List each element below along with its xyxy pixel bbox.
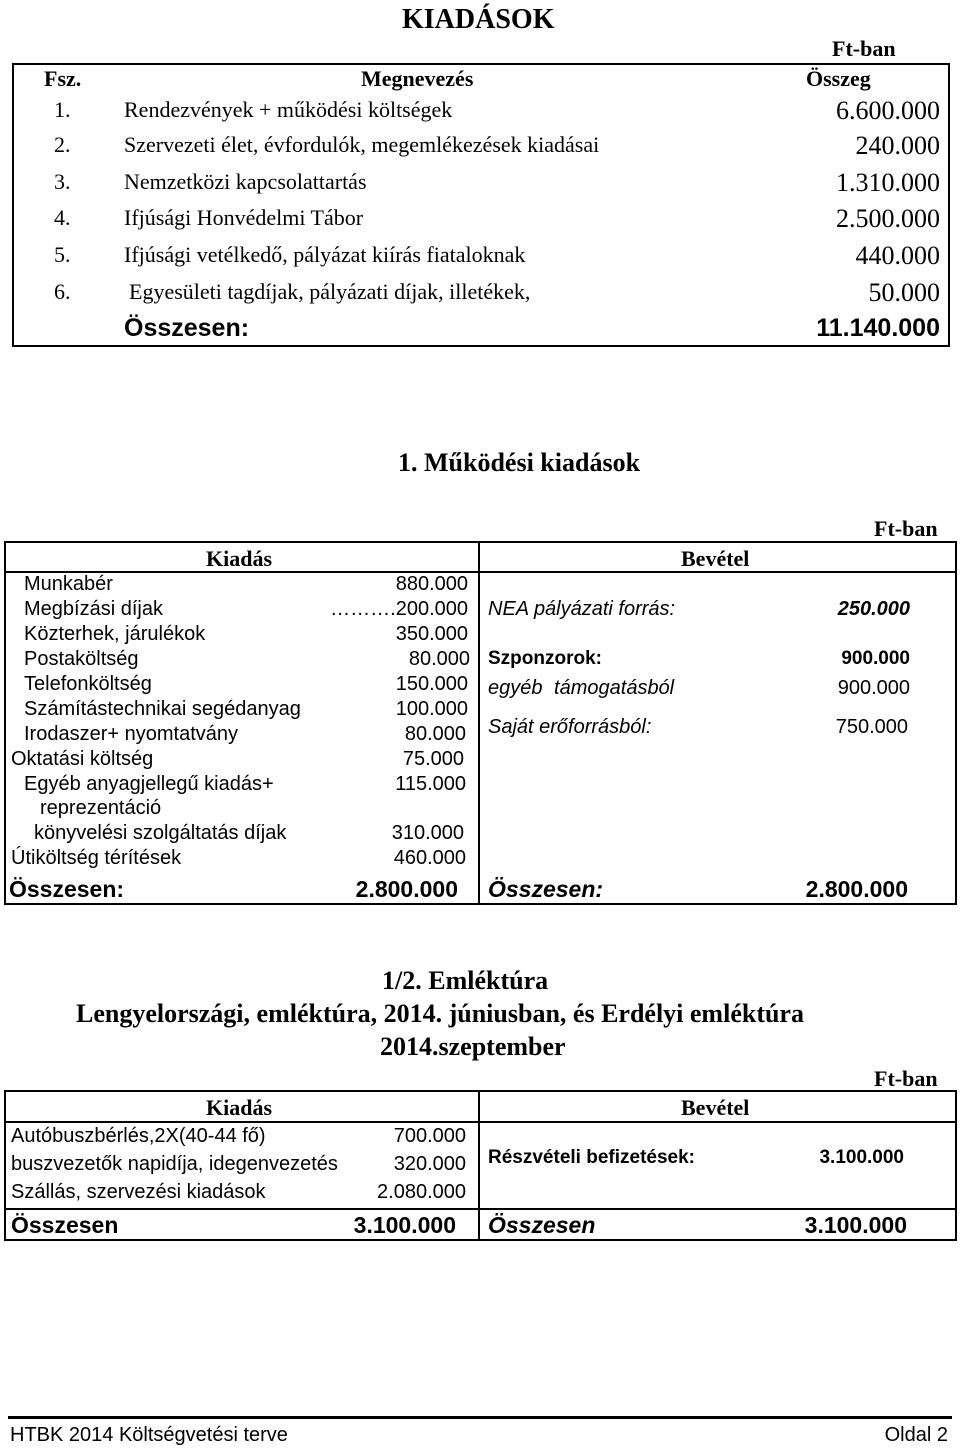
- income-amount: 250.000: [837, 598, 910, 620]
- footer-document-name: HTBK 2014 Költségvetési terve: [10, 1424, 288, 1446]
- income-label: egyéb támogatásból: [488, 677, 675, 699]
- summary-header-name: Megnevezés: [361, 66, 474, 91]
- section2-right-total-label: Összesen: [488, 1212, 596, 1238]
- summary-total-amount: 11.140.000: [816, 314, 940, 342]
- summary-header-no: Fsz.: [44, 66, 82, 91]
- section1-left-header: Kiadás: [206, 546, 273, 571]
- expense-amount: 75.000: [402, 748, 464, 770]
- trip-expense-label: buszvezetők napidíja, idegenvezetés: [11, 1153, 338, 1175]
- section2-subtitle: Lengyelországi, emléktúra, 2014. júniusban, és Erdélyi emléktúra: [76, 999, 804, 1028]
- section1-right-header: Bevétel: [681, 546, 750, 571]
- section1-header-rule: [4, 571, 957, 573]
- expense-label: Egyéb anyagjellegű kiadás+: [24, 773, 274, 795]
- summary-row-name: Ifjúsági Honvédelmi Tábor: [124, 205, 364, 230]
- income-amount: 900.000: [837, 677, 910, 699]
- trip-income-label: Részvételi befizetések:: [488, 1147, 695, 1168]
- section2-right-header: Bevétel: [681, 1095, 750, 1120]
- summary-row-no: 2.: [54, 132, 71, 157]
- summary-total-label: Összesen:: [124, 314, 250, 342]
- summary-row-amount: 2.500.000: [836, 204, 940, 233]
- summary-row-name: Nemzetközi kapcsolattartás: [124, 169, 367, 194]
- section2-left-total-label: Összesen: [11, 1212, 119, 1238]
- summary-row-amount: 1.310.000: [836, 168, 940, 197]
- expense-amount: 880.000: [395, 573, 468, 595]
- expense-label: Postaköltség: [24, 648, 139, 670]
- expense-label: könyvelési szolgáltatás díjak: [34, 822, 287, 844]
- section2-left-total: 3.100.000: [353, 1212, 456, 1238]
- trip-expense-label: Szállás, szervezési kiadások: [11, 1181, 266, 1203]
- expense-amount: ……….200.000: [330, 598, 468, 620]
- trip-expense-amount: 320.000: [393, 1153, 466, 1175]
- section2-divider: [478, 1090, 480, 1241]
- summary-row-name: Egyesületi tagdíjak, pályázati díjak, illetékek,: [129, 279, 531, 304]
- summary-row-amount: 440.000: [855, 241, 940, 270]
- expense-amount: 310.000: [391, 822, 464, 844]
- expense-label: Útiköltség térítések: [11, 847, 182, 869]
- expense-amount: 80.000: [404, 723, 466, 745]
- footer-rule: [8, 1416, 952, 1419]
- section2-total-rule: [4, 1208, 957, 1210]
- page-title: KIADÁSOK: [402, 4, 555, 35]
- expense-amount: 100.000: [395, 698, 468, 720]
- expense-amount: 115.000: [395, 773, 466, 795]
- section1-title: 1. Működési kiadások: [398, 448, 641, 477]
- summary-unit: Ft-ban: [832, 36, 896, 61]
- expense-amount: 80.000: [408, 648, 470, 670]
- trip-income-amount: 3.100.000: [819, 1147, 904, 1168]
- expense-amount: 150.000: [395, 673, 468, 695]
- section2-subtitle-date: 2014.szeptember: [380, 1032, 566, 1061]
- summary-row-name: Szervezeti élet, évfordulók, megemlékezések kiadásai: [124, 132, 600, 157]
- summary-row-no: 4.: [54, 205, 71, 230]
- expense-label: Számítástechnikai segédanyag: [24, 698, 301, 720]
- expense-label: Közterhek, járulékok: [24, 623, 206, 645]
- income-label: Szponzorok:: [488, 648, 602, 669]
- section1-left-total-label: Összesen:: [9, 876, 125, 902]
- income-label: Saját erőforrásból:: [488, 716, 652, 738]
- summary-header-amount: Összeg: [806, 66, 871, 91]
- expense-amount: 350.000: [395, 623, 468, 645]
- summary-row-amount: 50.000: [868, 278, 940, 307]
- trip-expense-amount: 700.000: [393, 1125, 466, 1147]
- income-amount: 750.000: [835, 716, 908, 738]
- expense-label: Oktatási költség: [11, 748, 154, 770]
- summary-row-no: 5.: [54, 242, 71, 267]
- summary-row-amount: 240.000: [855, 131, 940, 160]
- section1-left-total: 2.800.000: [355, 876, 458, 902]
- section1-right-total-label: Összesen:: [488, 876, 604, 902]
- income-label: NEA pályázati forrás:: [488, 598, 676, 620]
- section2-title: 1/2. Emléktúra: [382, 966, 549, 995]
- expense-label: Megbízási díjak: [24, 598, 163, 620]
- section2-header-rule: [4, 1121, 957, 1123]
- trip-expense-amount: 2.080.000: [377, 1181, 466, 1203]
- trip-expense-label: Autóbuszbérlés,2X(40-44 fő): [11, 1125, 266, 1147]
- summary-row-name: Ifjúsági vetélkedő, pályázat kiírás fiataloknak: [124, 242, 526, 267]
- income-amount: 900.000: [841, 648, 910, 669]
- expense-label: Irodaszer+ nyomtatvány: [24, 723, 238, 745]
- summary-row-no: 6.: [54, 279, 71, 304]
- expense-label: reprezentáció: [40, 797, 162, 819]
- footer-page-number: Oldal 2: [884, 1424, 948, 1446]
- summary-row-no: 1.: [54, 97, 71, 122]
- summary-row-no: 3.: [54, 169, 71, 194]
- section2-unit: Ft-ban: [874, 1066, 938, 1091]
- expense-amount: 460.000: [393, 847, 466, 869]
- section1-divider: [478, 541, 480, 905]
- expense-label: Telefonköltség: [24, 673, 152, 695]
- section2-right-total: 3.100.000: [804, 1212, 907, 1238]
- summary-row-name: Rendezvények + működési költségek: [124, 97, 453, 122]
- section1-unit: Ft-ban: [874, 516, 938, 541]
- section2-left-header: Kiadás: [206, 1095, 273, 1120]
- expense-label: Munkabér: [24, 573, 113, 595]
- summary-row-amount: 6.600.000: [836, 96, 940, 125]
- section1-right-total: 2.800.000: [805, 876, 908, 902]
